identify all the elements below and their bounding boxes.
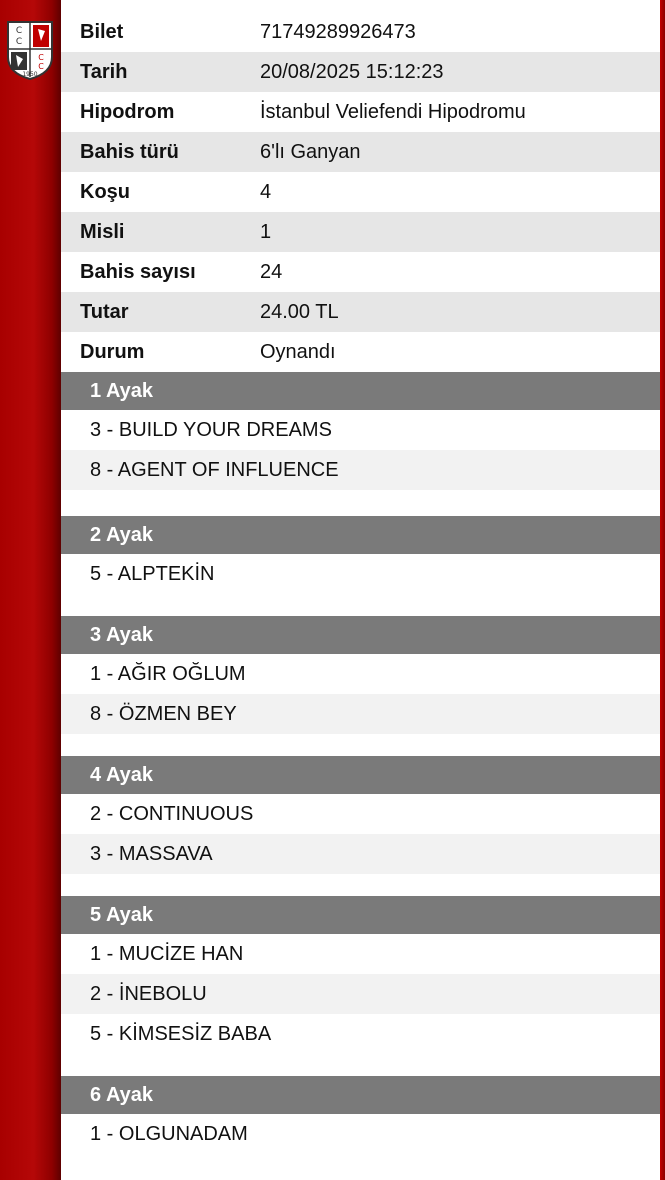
right-border: [660, 0, 665, 1180]
info-value: İstanbul Veliefendi Hipodromu: [260, 100, 526, 123]
info-row-kosu: [61, 172, 660, 212]
horse-item: 2 - CONTINUOUS: [90, 802, 254, 825]
horse-item: 1 - MUCİZE HAN: [90, 942, 244, 965]
info-row-tutar: [61, 292, 660, 332]
info-label: Bahis türü: [80, 140, 179, 163]
horse-item: 5 - ALPTEKİN: [90, 562, 215, 585]
info-row-bahis-sayisi: [61, 252, 660, 292]
info-label: Hipodrom: [80, 100, 175, 123]
horse-item: 5 - KİMSESİZ BABA: [90, 1022, 272, 1045]
horse-item: 8 - AGENT OF INFLUENCE: [61, 450, 660, 490]
info-label: Koşu: [80, 180, 130, 203]
horse-item: 1 - OLGUNADAM: [90, 1122, 248, 1145]
info-value: 71749289926473: [260, 20, 416, 43]
info-row-bahis-turu: [61, 132, 660, 172]
info-value: Oynandı: [260, 340, 336, 363]
svg-text:C: C: [15, 26, 23, 36]
info-row-tarih: [61, 52, 660, 92]
leg-spacer: [61, 874, 660, 896]
horse-item: 3 - BUILD YOUR DREAMS: [90, 418, 332, 441]
logo-year: 1950: [22, 71, 38, 78]
info-value: 24.00 TL: [260, 300, 339, 323]
leg-spacer: [61, 1054, 660, 1076]
info-value: 4: [260, 180, 272, 203]
horse-item: 2 - İNEBOLU: [61, 974, 660, 1014]
ticket-info-table: [61, 0, 660, 372]
club-crest-icon[interactable]: [5, 19, 55, 81]
info-label: Misli: [80, 220, 125, 243]
leg-header: 2 Ayak: [61, 516, 660, 554]
leg-header: 6 Ayak: [61, 1076, 660, 1114]
leg-spacer: [61, 490, 660, 516]
info-row-durum: [61, 332, 660, 372]
app-sidebar: [0, 0, 61, 1180]
info-label: Tarih: [80, 60, 128, 83]
info-row-hipodrom: [61, 92, 660, 132]
info-row-misli: [61, 212, 660, 252]
ticket-detail-panel: [61, 0, 660, 1180]
horse-item: 3 - MASSAVA: [61, 834, 660, 874]
info-row-bilet: [61, 0, 660, 52]
leg-header: 3 Ayak: [61, 616, 660, 654]
leg-spacer: [61, 734, 660, 756]
leg-header: 4 Ayak: [61, 756, 660, 794]
info-label: Durum: [80, 340, 145, 363]
info-value: 24: [260, 260, 283, 283]
leg-header: 5 Ayak: [61, 896, 660, 934]
horse-item: 8 - ÖZMEN BEY: [61, 694, 660, 734]
info-value: 20/08/2025 15:12:23: [260, 60, 444, 83]
info-label: Tutar: [80, 300, 129, 323]
leg-header: 1 Ayak: [61, 372, 660, 410]
info-value: 1: [260, 220, 272, 243]
info-value: 6'lı Ganyan: [260, 140, 361, 163]
info-label: Bilet: [80, 20, 124, 43]
legs-list: [61, 372, 660, 1154]
svg-text:C: C: [38, 62, 44, 71]
svg-text:C: C: [38, 53, 44, 62]
info-label: Bahis sayısı: [80, 260, 196, 283]
horse-item: 1 - AĞIR OĞLUM: [90, 662, 246, 685]
svg-text:C: C: [15, 37, 23, 47]
leg-spacer: [61, 594, 660, 616]
